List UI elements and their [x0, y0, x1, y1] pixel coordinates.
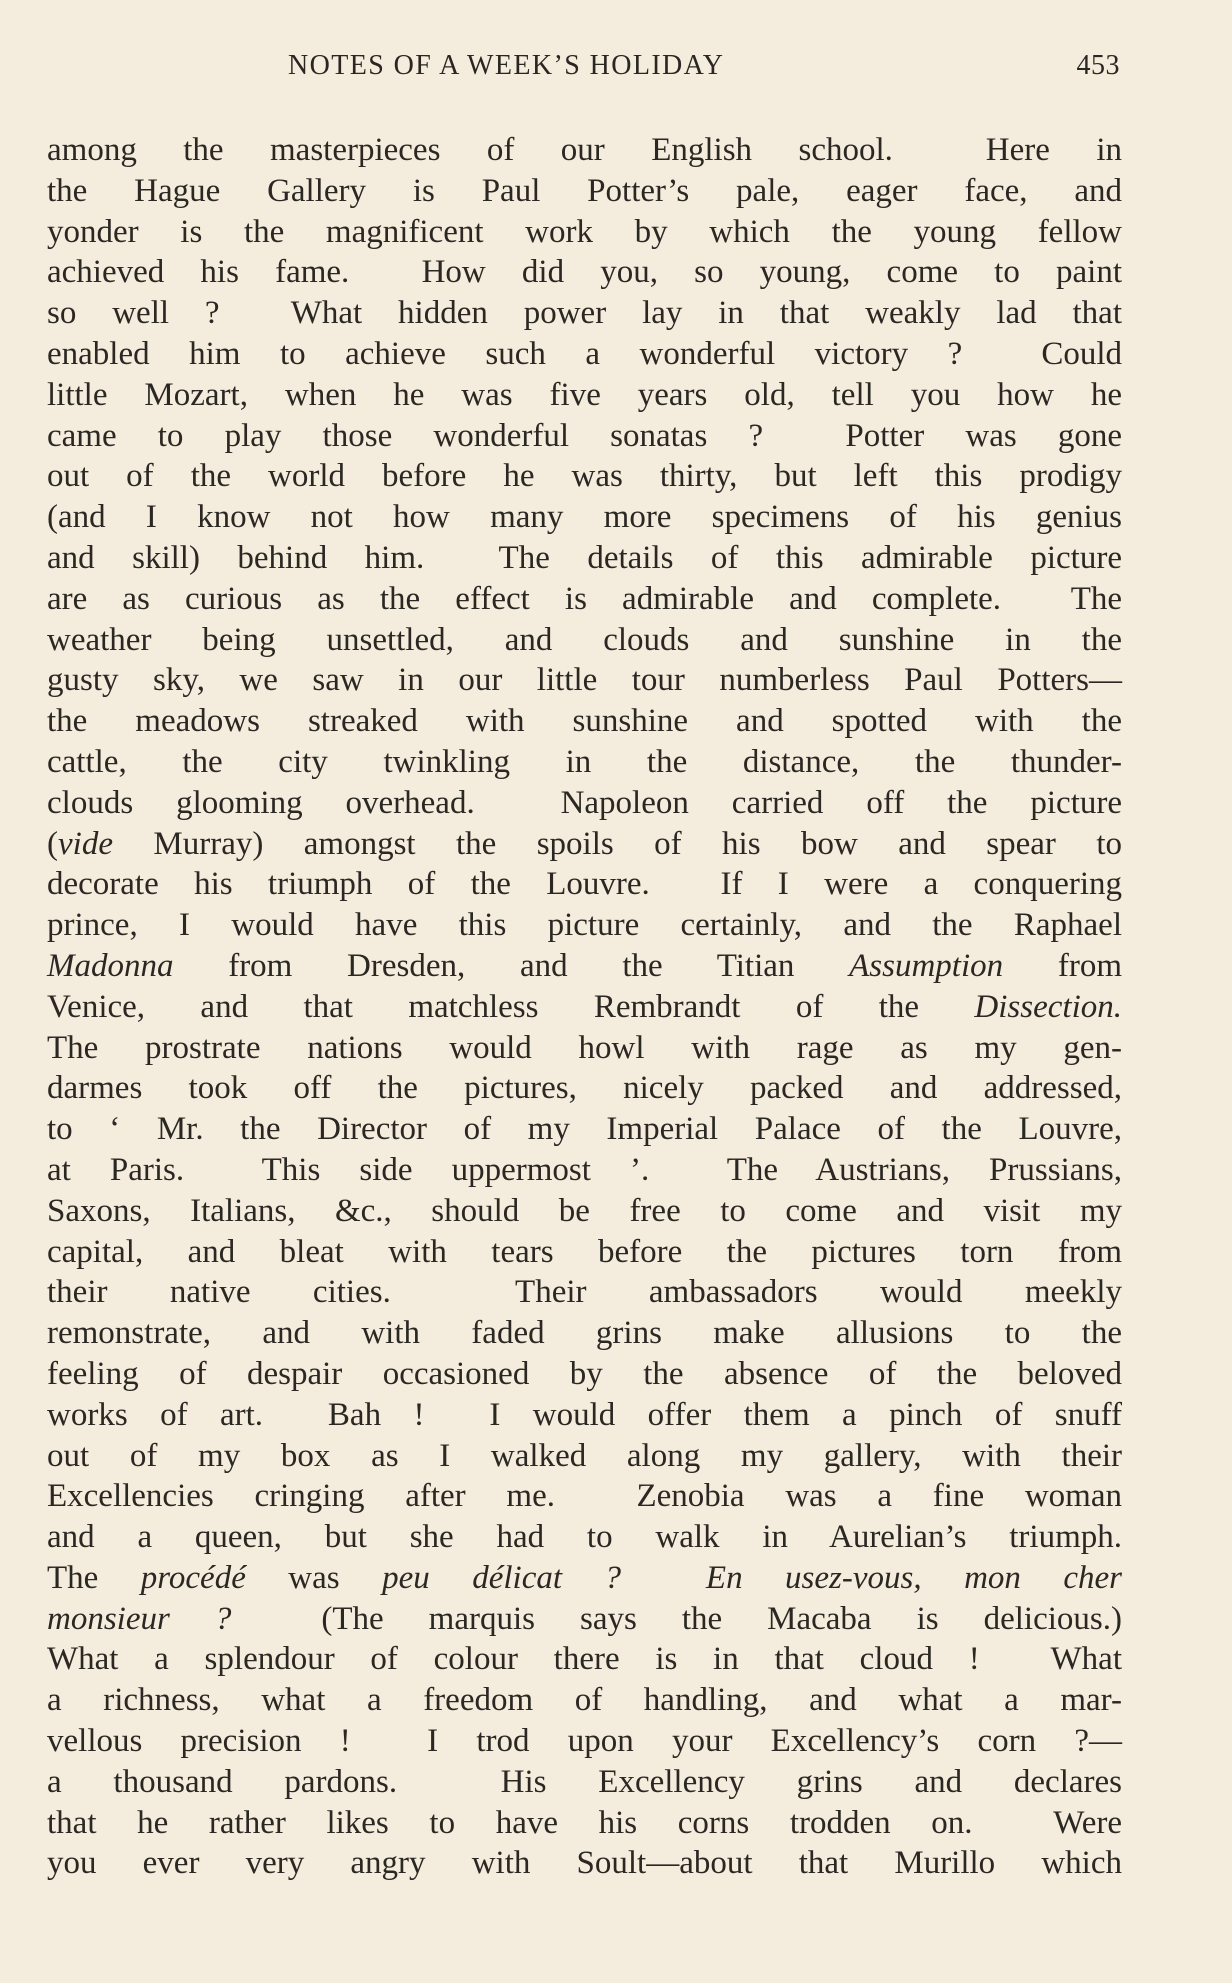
text-segment: Venice, and that matchless Rembrandt of the [47, 988, 975, 1025]
text-line [47, 1232, 1122, 1273]
text-segment: out of the world before he was thirty, but left this prodigy [47, 458, 1122, 495]
text-segment: so well ? What hidden power lay in that weakly lad that [47, 295, 1122, 332]
text-segment: yonder is the magnificent work by which the young fellow [47, 213, 1122, 250]
text-line [47, 497, 1122, 538]
text-segment: was [245, 1559, 383, 1596]
italic-text: peu délicat ? En usez-vous, mon cher [382, 1559, 1123, 1596]
text-line [47, 620, 1122, 661]
text-segment: darmes took off the pictures, nicely packed and addressed, [47, 1070, 1122, 1107]
text-line [47, 701, 1122, 742]
text-line [47, 1191, 1122, 1232]
text-line [47, 1803, 1122, 1844]
text-segment: (The marquis says the Macaba is delicious.) [231, 1600, 1122, 1637]
text-segment: What a splendour of colour there is in that cloud ! What [47, 1641, 1122, 1678]
text-line [47, 783, 1122, 824]
text-segment: prince, I would have this picture certainly, and the Raphael [47, 907, 1122, 944]
text-line [47, 742, 1122, 783]
text-segment: to ‘ Mr. the Director of my Imperial Palace of the Louvre, [47, 1111, 1122, 1148]
text-line [47, 171, 1122, 212]
text-segment: the Hague Gallery is Paul Potter’s pale, eager face, and [47, 172, 1122, 209]
text-segment: among the masterpieces of our English school. Here in [47, 132, 1122, 168]
text-line [47, 130, 1122, 171]
text-line [47, 252, 1122, 293]
running-head [48, 48, 1120, 92]
text-line [47, 1680, 1122, 1721]
italic-text: monsieur ? [47, 1600, 232, 1637]
text-segment: The [47, 1559, 141, 1596]
text-line [47, 1150, 1122, 1191]
text-segment: Excellencies cringing after me. Zenobia was a fine woman [47, 1478, 1122, 1515]
italic-text: procédé [140, 1559, 246, 1596]
text-segment: ( [47, 825, 58, 862]
text-segment: a thousand pardons. His Excellency grins and declares [47, 1763, 1122, 1800]
text-line [47, 1517, 1122, 1558]
text-line [47, 1028, 1122, 1069]
text-segment: that he rather likes to have his corns trodden on. Were [47, 1804, 1122, 1841]
text-line [47, 334, 1122, 375]
text-segment: and skill) behind him. The details of this admirable picture [47, 539, 1122, 576]
text-line [47, 1068, 1122, 1109]
text-segment: you ever very angry with Soult—about that Murillo which [47, 1845, 1122, 1882]
text-line [47, 1109, 1122, 1150]
text-line [47, 1558, 1122, 1599]
text-segment: weather being unsettled, and clouds and sunshine in the [47, 621, 1122, 658]
text-line [47, 375, 1122, 416]
italic-text: Assumption [849, 947, 1004, 984]
text-segment: works of art. Bah ! I would offer them a pinch of snuff [47, 1396, 1122, 1433]
text-segment: achieved his fame. How did you, so young, come to paint [47, 254, 1122, 291]
text-line [47, 987, 1122, 1028]
text-line [47, 416, 1122, 457]
italic-text: Madonna [47, 947, 174, 984]
text-line [47, 1599, 1122, 1640]
text-segment: are as curious as the effect is admirable and complete. The [47, 580, 1122, 617]
text-line [47, 538, 1122, 579]
text-line [47, 1721, 1122, 1762]
text-line [47, 1436, 1122, 1477]
text-segment: Saxons, Italians, &c., should be free to come and visit my [47, 1192, 1122, 1229]
text-line [47, 1272, 1122, 1313]
text-segment: out of my box as I walked along my gallery, with their [47, 1437, 1122, 1474]
text-segment: came to play those wonderful sonatas ? Potter was gone [47, 417, 1122, 454]
text-line [47, 1762, 1122, 1803]
text-segment: at Paris. This side uppermost ’. The Austrians, Prussians, [47, 1151, 1122, 1188]
text-segment: gusty sky, we saw in our little tour numberless Paul Potters— [47, 662, 1122, 699]
running-title: NOTES OF A WEEK’S HOLIDAY [288, 50, 725, 81]
text-line [47, 660, 1122, 701]
text-line [47, 824, 1122, 865]
text-segment: The prostrate nations would howl with rage as my gen- [47, 1029, 1122, 1066]
text-line [47, 1313, 1122, 1354]
text-segment: enabled him to achieve such a wonderful victory ? Could [47, 335, 1122, 372]
text-segment: clouds glooming overhead. Napoleon carried off the picture [47, 784, 1122, 821]
text-segment: Murray) amongst the spoils of his bow and spear to [112, 825, 1122, 862]
text-segment: (and I know not how many more specimens of his genius [47, 499, 1122, 536]
text-segment: from Dresden, and the Titian [173, 947, 850, 984]
text-line [47, 1843, 1122, 1884]
body-text [47, 130, 1122, 1884]
text-line [47, 212, 1122, 253]
text-line [47, 1639, 1122, 1680]
text-segment: a richness, what a freedom of handling, and what a mar- [47, 1682, 1122, 1719]
text-segment: from [1003, 947, 1122, 984]
text-segment: capital, and bleat with tears before the pictures torn from [47, 1233, 1122, 1270]
text-line [47, 293, 1122, 334]
text-line [47, 905, 1122, 946]
italic-text: vide [58, 825, 113, 862]
text-segment: decorate his triumph of the Louvre. If I were a conquering [47, 866, 1122, 903]
text-segment: remonstrate, and with faded grins make allusions to the [47, 1315, 1122, 1352]
text-line [47, 456, 1122, 497]
text-segment: vellous precision ! I trod upon your Excellency’s corn ?— [47, 1723, 1122, 1760]
text-segment: their native cities. Their ambassadors would meekly [47, 1274, 1122, 1311]
text-segment: little Mozart, when he was five years old, tell you how he [47, 376, 1122, 413]
text-segment: and a queen, but she had to walk in Aurelian’s triumph. [47, 1519, 1122, 1556]
text-line [47, 1354, 1122, 1395]
text-line [47, 1476, 1122, 1517]
text-line [47, 946, 1122, 987]
page-number: 453 [1076, 50, 1120, 81]
text-line [47, 864, 1122, 905]
text-segment: the meadows streaked with sunshine and spotted with the [47, 703, 1122, 740]
text-line [47, 579, 1122, 620]
italic-text: Dissection. [974, 988, 1122, 1025]
text-segment: feeling of despair occasioned by the absence of the beloved [47, 1355, 1122, 1392]
text-line [47, 1395, 1122, 1436]
text-segment: cattle, the city twinkling in the distance, the thunder- [47, 743, 1122, 780]
